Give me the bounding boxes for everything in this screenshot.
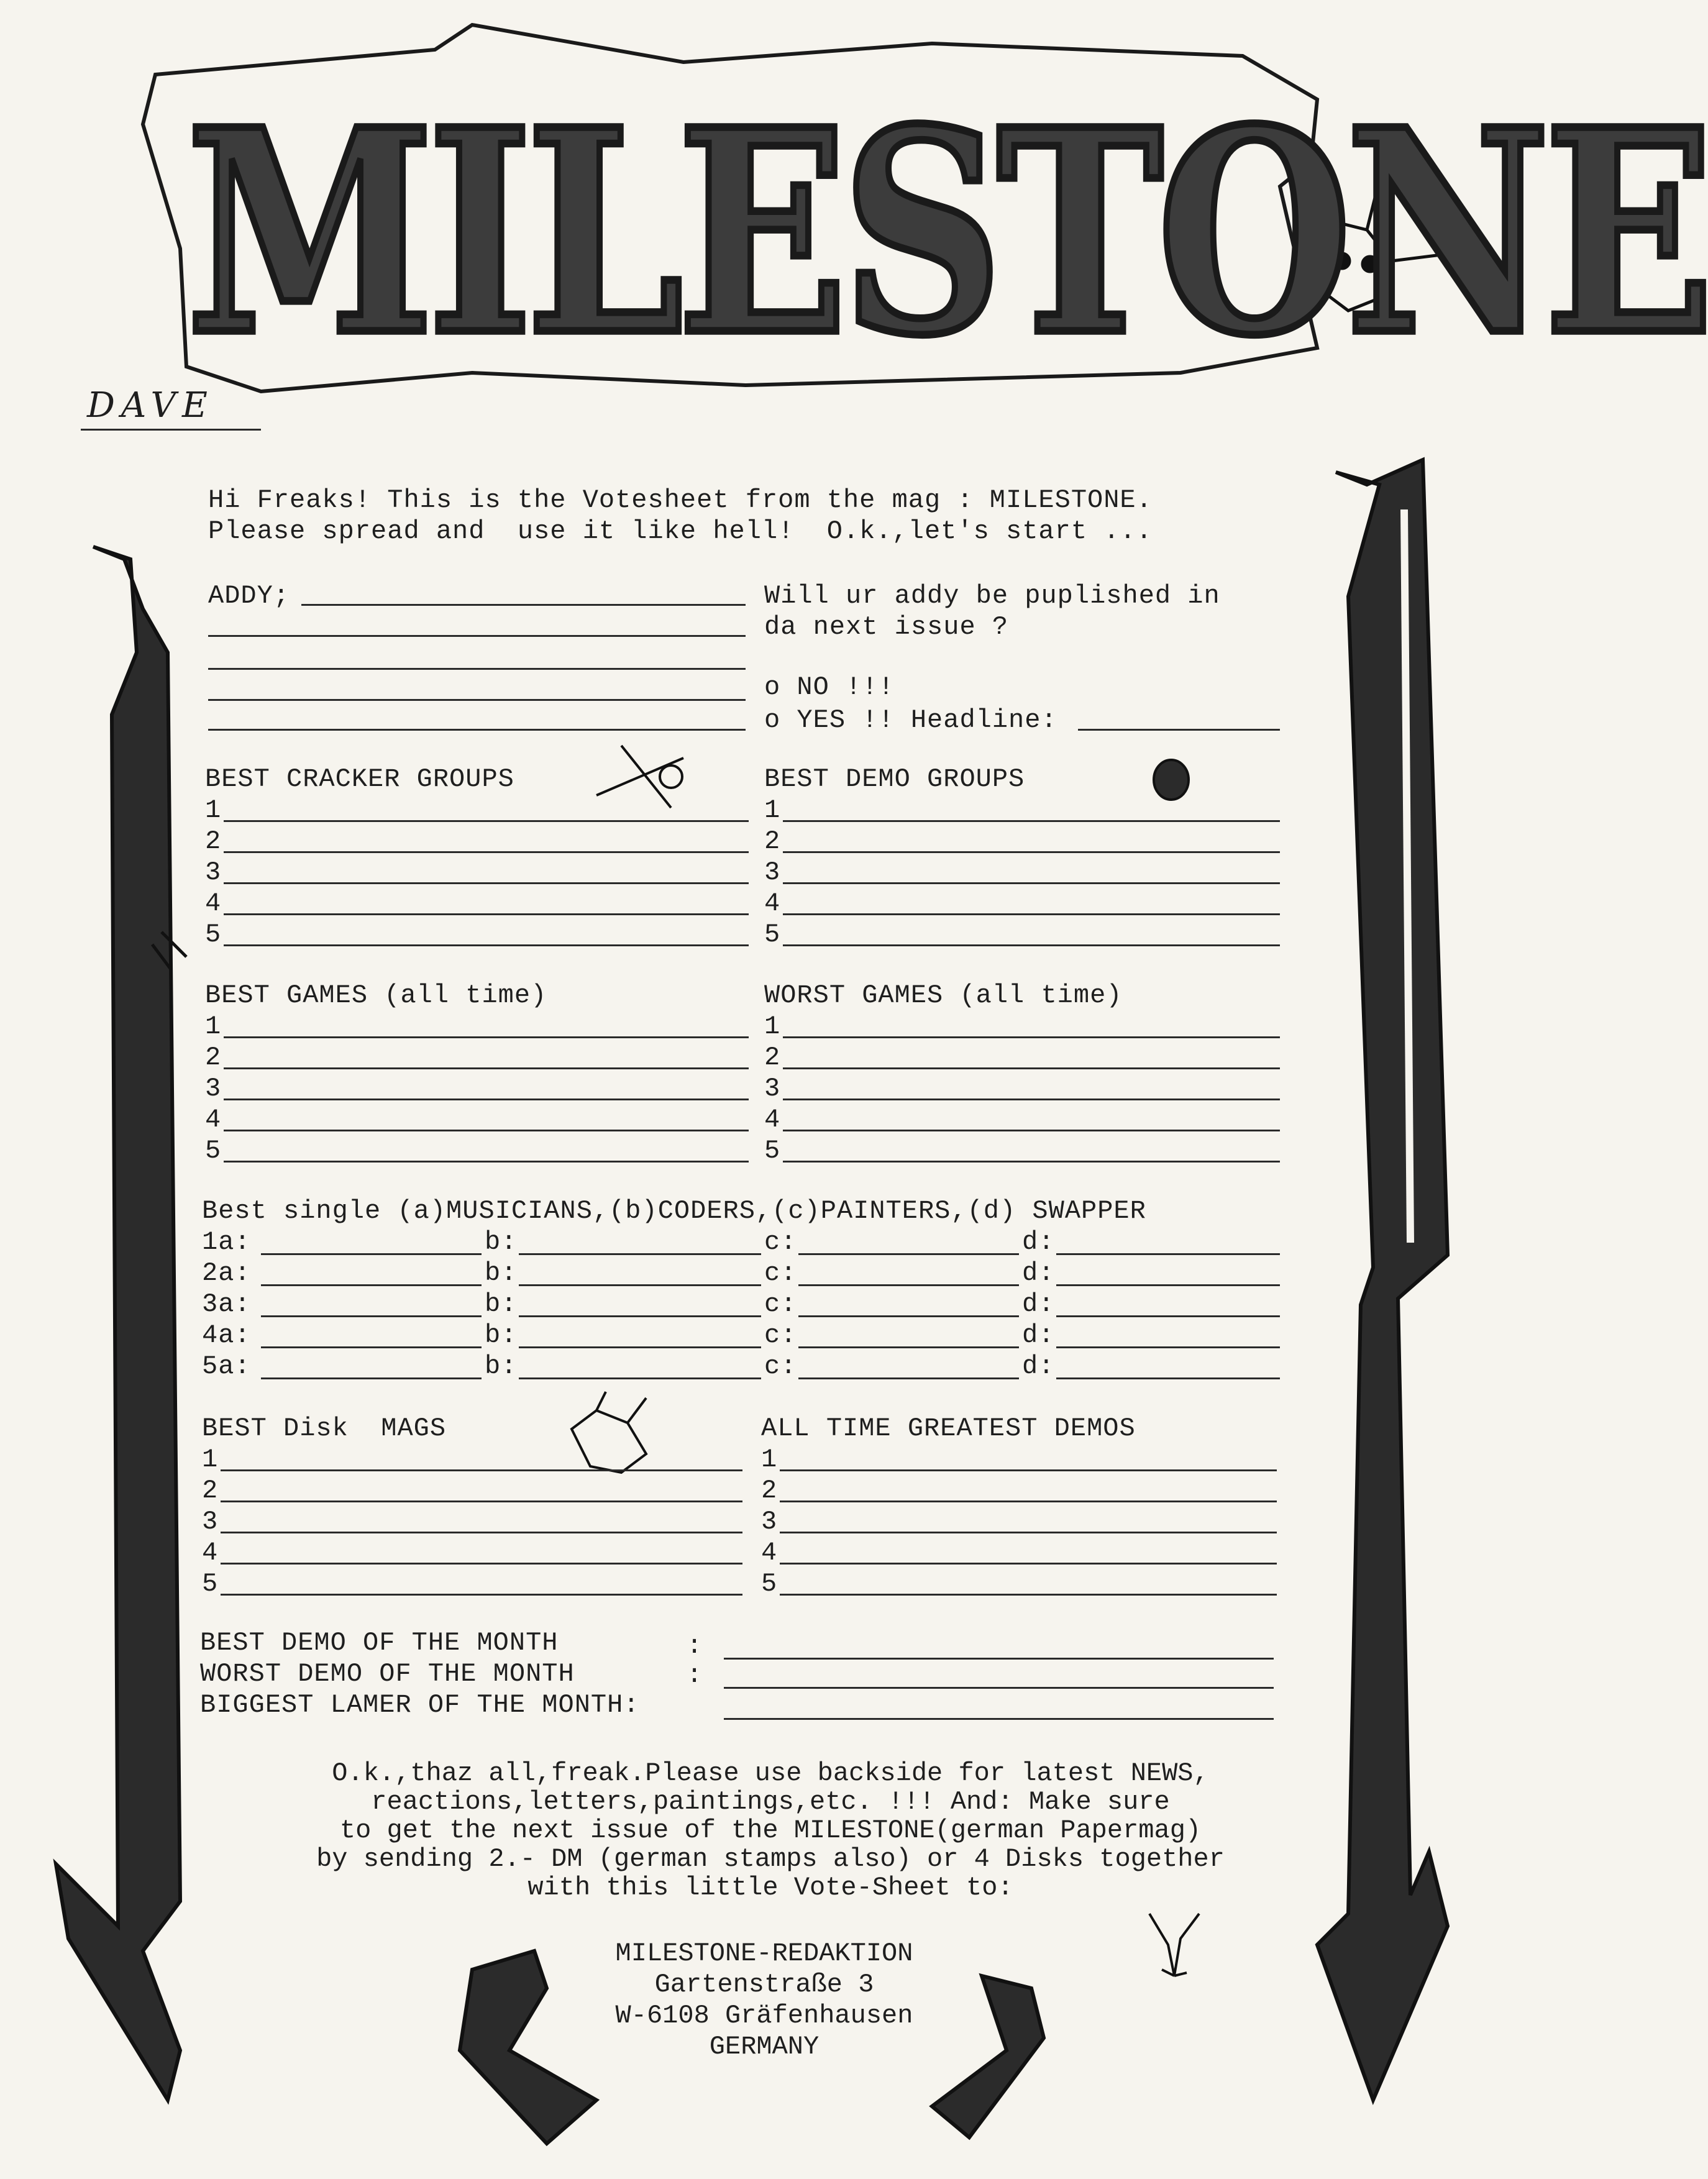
- greatest-num-2: 2: [761, 1476, 777, 1505]
- singles-row-3-b-line[interactable]: [519, 1315, 761, 1317]
- mags-line-1[interactable]: [221, 1469, 742, 1471]
- demo-num-1: 1: [764, 795, 780, 825]
- closing-line-1: O.k.,thaz all,freak.Please use backside for latest NEWS,: [332, 1758, 1209, 1788]
- singles-row-1-b: b:: [485, 1227, 518, 1257]
- publish-option-no[interactable]: o NO !!!: [764, 672, 895, 702]
- worst-games-num-5: 5: [764, 1136, 780, 1166]
- demo-skull-doodle: [1154, 760, 1189, 800]
- worst-games-num-2: 2: [764, 1043, 780, 1072]
- worst-games-line-2[interactable]: [783, 1067, 1280, 1069]
- mags-num-5: 5: [202, 1569, 218, 1599]
- singles-row-4-a-line[interactable]: [261, 1346, 482, 1348]
- biggest-lamer-line[interactable]: [724, 1718, 1274, 1720]
- greatest-demos-title: ALL TIME GREATEST DEMOS: [761, 1414, 1136, 1443]
- greatest-num-4: 4: [761, 1538, 777, 1568]
- left-frame-arrow: [56, 547, 186, 2100]
- singles-row-4-d-line[interactable]: [1056, 1346, 1280, 1348]
- greatest-num-1: 1: [761, 1445, 777, 1474]
- mail-line-1: MILESTONE-REDAKTION: [615, 1939, 913, 1968]
- mail-line-4: GERMANY: [709, 2032, 820, 2062]
- singles-row-3-c-line[interactable]: [798, 1315, 1019, 1317]
- singles-row-4-b: b:: [485, 1320, 518, 1350]
- mags-line-5[interactable]: [221, 1594, 742, 1596]
- singles-row-5-b: b:: [485, 1351, 518, 1381]
- demo-groups-title: BEST DEMO GROUPS: [764, 764, 1025, 794]
- singles-row-5-c-line[interactable]: [798, 1377, 1019, 1379]
- greatest-line-4[interactable]: [780, 1563, 1277, 1565]
- best-games-num-2: 2: [205, 1043, 221, 1072]
- addy-label: ADDY;: [208, 581, 290, 611]
- singles-row-2-d-line[interactable]: [1056, 1284, 1280, 1286]
- mags-line-3[interactable]: [221, 1532, 742, 1533]
- addy-line-4[interactable]: [208, 699, 746, 701]
- singles-row-4-c-line[interactable]: [798, 1346, 1019, 1348]
- mail-line-2: Gartenstraße 3: [654, 1970, 874, 1999]
- cracker-num-2: 2: [205, 826, 221, 856]
- addy-line-2[interactable]: [208, 635, 746, 637]
- cracker-num-3: 3: [205, 857, 221, 887]
- greatest-line-1[interactable]: [780, 1469, 1277, 1471]
- singles-row-2-d: d:: [1022, 1258, 1055, 1288]
- worst-games-num-1: 1: [764, 1012, 780, 1041]
- addy-line-5[interactable]: [208, 729, 746, 731]
- publish-question-line-1: Will ur addy be puplished in: [764, 581, 1220, 611]
- best-games-title: BEST GAMES (all time): [205, 980, 547, 1010]
- cracker-line-3[interactable]: [224, 882, 749, 884]
- bone-doodle: [596, 746, 683, 808]
- closing-line-4: by sending 2.- DM (german stamps also) or 4 Disks together: [316, 1844, 1225, 1874]
- singles-row-2-b-line[interactable]: [519, 1284, 761, 1286]
- closing-line-2: reactions,letters,paintings,etc. !!! And: Make sure: [371, 1787, 1170, 1817]
- singles-row-2-a: 2a:: [202, 1258, 251, 1288]
- milestone-logo: MILESTONE: [186, 68, 1708, 397]
- demo-line-3[interactable]: [783, 882, 1280, 884]
- addy-line-1[interactable]: [301, 604, 746, 606]
- cracker-groups-title: BEST CRACKER GROUPS: [205, 764, 514, 794]
- cracker-line-1[interactable]: [224, 820, 749, 822]
- singles-row-4-d: d:: [1022, 1320, 1055, 1350]
- singles-row-3-d: d:: [1022, 1289, 1055, 1319]
- worst-games-title: WORST GAMES (all time): [764, 980, 1123, 1010]
- best-games-num-4: 4: [205, 1105, 221, 1135]
- singles-row-1-d-line[interactable]: [1056, 1253, 1280, 1255]
- singles-row-3-b: b:: [485, 1289, 518, 1319]
- singles-row-3-d-line[interactable]: [1056, 1315, 1280, 1317]
- worst-demo-month-line[interactable]: [724, 1687, 1274, 1689]
- best-games-num-3: 3: [205, 1074, 221, 1103]
- headline-line[interactable]: [1078, 729, 1280, 731]
- mags-num-2: 2: [202, 1476, 218, 1505]
- demo-num-3: 3: [764, 857, 780, 887]
- mags-num-1: 1: [202, 1445, 218, 1474]
- mags-devil-doodle: [572, 1392, 646, 1473]
- mail-line-3: W-6108 Gräfenhausen: [615, 2001, 913, 2031]
- mags-line-2[interactable]: [221, 1501, 742, 1502]
- singles-row-2-c-line[interactable]: [798, 1284, 1019, 1286]
- best-demo-month-colon: :: [687, 1631, 703, 1661]
- greatest-line-5[interactable]: [780, 1594, 1277, 1596]
- cracker-line-5[interactable]: [224, 944, 749, 946]
- best-games-line-3[interactable]: [224, 1099, 749, 1100]
- singles-title: Best single (a)MUSICIANS,(b)CODERS,(c)PAINTERS,(d) SWAPPER: [202, 1196, 1146, 1226]
- plant-doodle: [1149, 1914, 1199, 1976]
- singles-row-3-a: 3a:: [202, 1289, 251, 1319]
- singles-row-2-b: b:: [485, 1258, 518, 1288]
- demo-num-4: 4: [764, 889, 780, 918]
- singles-row-2-a-line[interactable]: [261, 1284, 482, 1286]
- demo-line-4[interactable]: [783, 913, 1280, 915]
- singles-row-4-c: c:: [764, 1320, 797, 1350]
- best-games-line-4[interactable]: [224, 1130, 749, 1131]
- singles-row-5-c: c:: [764, 1351, 797, 1381]
- demo-line-1[interactable]: [783, 820, 1280, 822]
- singles-row-5-a-line[interactable]: [261, 1377, 482, 1379]
- greatest-num-5: 5: [761, 1569, 777, 1599]
- worst-games-line-4[interactable]: [783, 1130, 1280, 1131]
- singles-row-1-a: 1a:: [202, 1227, 251, 1257]
- worst-games-num-3: 3: [764, 1074, 780, 1103]
- closing-line-3: to get the next issue of the MILESTONE(german Papermag): [339, 1816, 1202, 1845]
- worst-games-line-1[interactable]: [783, 1036, 1280, 1038]
- worst-demo-month-label: WORST DEMO OF THE MONTH: [200, 1659, 575, 1689]
- singles-row-1-c-line[interactable]: [798, 1253, 1019, 1255]
- cracker-line-4[interactable]: [224, 913, 749, 915]
- singles-row-4-a: 4a:: [202, 1320, 251, 1350]
- intro-line-1: Hi Freaks! This is the Votesheet from the mag : MILESTONE.: [208, 485, 1153, 515]
- signature-underline: [81, 429, 261, 431]
- singles-row-3-a-line[interactable]: [261, 1315, 482, 1317]
- best-games-line-2[interactable]: [224, 1067, 749, 1069]
- singles-row-5-d: d:: [1022, 1351, 1055, 1381]
- best-games-line-1[interactable]: [224, 1036, 749, 1038]
- best-games-num-5: 5: [205, 1136, 221, 1166]
- cracker-num-4: 4: [205, 889, 221, 918]
- best-demo-month-line[interactable]: [724, 1658, 1274, 1660]
- singles-row-5-b-line[interactable]: [519, 1377, 761, 1379]
- demo-line-5[interactable]: [783, 944, 1280, 946]
- singles-row-1-c: c:: [764, 1227, 797, 1257]
- best-games-num-1: 1: [205, 1012, 221, 1041]
- singles-row-1-a-line[interactable]: [261, 1253, 482, 1255]
- artist-signature: DAVE: [87, 385, 214, 426]
- mags-num-4: 4: [202, 1538, 218, 1568]
- cracker-num-5: 5: [205, 920, 221, 949]
- demo-line-2[interactable]: [783, 851, 1280, 853]
- worst-games-num-4: 4: [764, 1105, 780, 1135]
- singles-row-3-c: c:: [764, 1289, 797, 1319]
- demo-num-2: 2: [764, 826, 780, 856]
- singles-row-4-b-line[interactable]: [519, 1346, 761, 1348]
- addy-line-3[interactable]: [208, 668, 746, 670]
- closing-line-5: with this little Vote-Sheet to:: [527, 1873, 1013, 1903]
- singles-row-5-a: 5a:: [202, 1351, 251, 1381]
- singles-row-1-d: d:: [1022, 1227, 1055, 1257]
- biggest-lamer-label: BIGGEST LAMER OF THE MONTH:: [200, 1690, 640, 1720]
- best-games-line-5[interactable]: [224, 1161, 749, 1163]
- cracker-line-2[interactable]: [224, 851, 749, 853]
- singles-row-5-d-line[interactable]: [1056, 1377, 1280, 1379]
- demo-num-5: 5: [764, 920, 780, 949]
- greatest-num-3: 3: [761, 1507, 777, 1537]
- publish-question-line-2: da next issue ?: [764, 612, 1009, 642]
- greatest-line-2[interactable]: [780, 1501, 1277, 1502]
- worst-games-line-3[interactable]: [783, 1099, 1280, 1100]
- intro-line-2: Please spread and use it like hell! O.k.,let's start ...: [208, 516, 1153, 546]
- mags-num-3: 3: [202, 1507, 218, 1537]
- disk-mags-title: BEST Disk MAGS: [202, 1414, 447, 1443]
- singles-row-1-b-line[interactable]: [519, 1253, 761, 1255]
- worst-demo-month-colon: :: [687, 1660, 703, 1690]
- publish-option-yes[interactable]: o YES !! Headline:: [764, 705, 1057, 735]
- mags-line-4[interactable]: [221, 1563, 742, 1565]
- cracker-num-1: 1: [205, 795, 221, 825]
- worst-games-line-5[interactable]: [783, 1161, 1280, 1163]
- singles-row-2-c: c:: [764, 1258, 797, 1288]
- best-demo-month-label: BEST DEMO OF THE MONTH: [200, 1628, 559, 1658]
- greatest-line-3[interactable]: [780, 1532, 1277, 1533]
